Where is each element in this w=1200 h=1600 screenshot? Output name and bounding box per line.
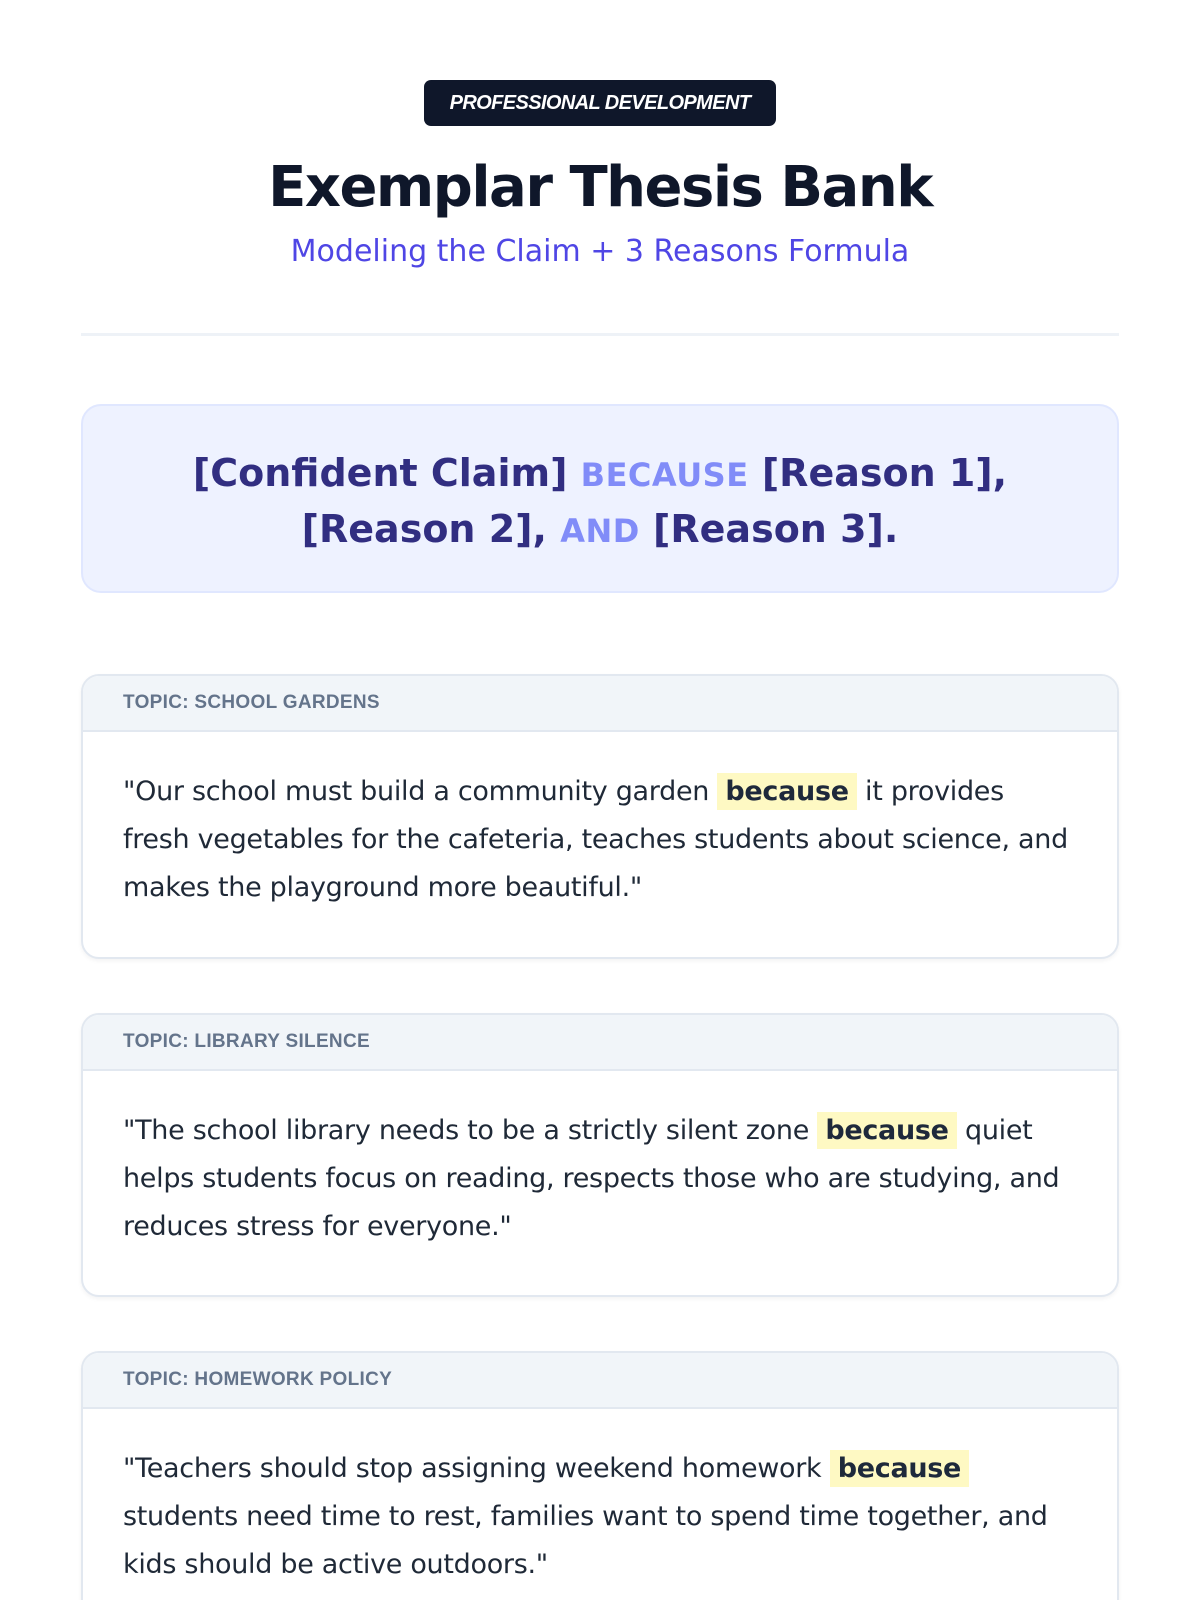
formula-keyword-because: BECAUSE (580, 456, 749, 494)
category-badge: PROFESSIONAL DEVELOPMENT (424, 80, 777, 126)
page-title: Exemplar Thesis Bank (268, 155, 932, 220)
example-card-homework-policy (81, 1351, 1119, 1600)
thesis-claim: "Teachers should stop assigning weekend homework (123, 1453, 822, 1484)
example-card-school-gardens (81, 674, 1119, 959)
example-topic: TOPIC: HOMEWORK POLICY (83, 1353, 1117, 1409)
thesis-claim: "Our school must build a community garden (123, 776, 710, 807)
formula-box (81, 404, 1119, 593)
thesis-claim: "The school library needs to be a strictly silent zone (123, 1115, 810, 1146)
page-header (81, 0, 1119, 272)
thesis-reasons: students need time to rest, families want to spend time together, and kids should be active outdoors." (123, 1501, 1048, 1580)
page-subtitle: Modeling the Claim + 3 Reasons Formula (290, 234, 910, 269)
thesis-reasons: quiet helps students focus on reading, respects those who are studying, and reduces stress for everyone." (123, 1115, 1060, 1242)
formula-keyword-and: AND (560, 512, 640, 550)
because-highlight: because (817, 1112, 956, 1149)
formula-claim: [Confident Claim] (192, 451, 568, 495)
example-card-library-silence (81, 1013, 1119, 1297)
formula-final-reason: [Reason 3]. (653, 507, 899, 551)
thesis-reasons: it provides fresh vegetables for the cafeteria, teaches students about science, and makes the playground more beautiful." (123, 776, 1068, 903)
example-topic: TOPIC: SCHOOL GARDENS (83, 676, 1117, 732)
example-topic: TOPIC: LIBRARY SILENCE (83, 1015, 1117, 1071)
example-thesis (83, 732, 1117, 912)
example-thesis (83, 1071, 1117, 1251)
example-thesis (83, 1409, 1117, 1589)
formula-reasons: [Reason 1], [Reason 2], (301, 451, 1008, 551)
header-divider (81, 333, 1119, 336)
because-highlight: because (717, 773, 856, 810)
because-highlight: because (830, 1450, 969, 1487)
